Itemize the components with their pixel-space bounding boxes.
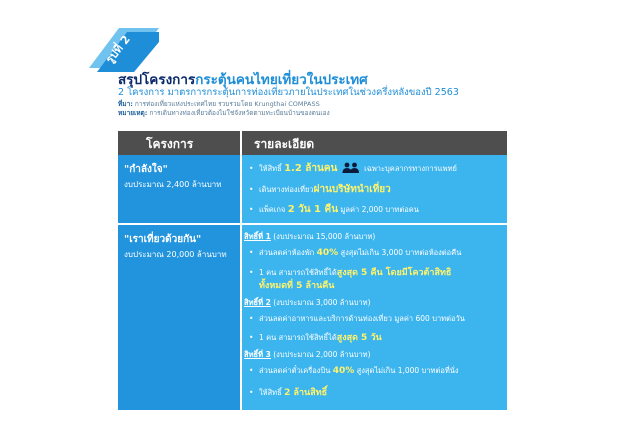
detail-line: • ส่วนลดค่าตั๋วเครื่องบิน 40% สูงสุดไม่เกิน 1,000 บาทต่อที่นั่ง — [249, 366, 459, 376]
remark-note — [118, 108, 330, 118]
table-header — [118, 131, 507, 155]
source-text: การท่องเที่ยวแห่งประเทศไทย รวบรวมโดย Krungthai COMPASS — [134, 100, 320, 108]
source-label: ที่มา: — [118, 100, 133, 108]
project-budget: งบประมาณ 20,000 ล้านบาท — [124, 250, 227, 259]
detail-line: • ให้สิทธิ์ 1.2 ล้านคน เฉพาะบุคลากรทางการแพทย์ — [249, 163, 457, 174]
detail-line-continued: ทั้งหมดที่ 5 ล้านคืน — [259, 281, 335, 291]
table-row — [118, 155, 507, 223]
project-name: "กำลังใจ" — [124, 164, 168, 175]
detail-line: • ส่วนลดค่าห้องพัก 40% สูงสุดไม่เกิน 3,000 บาทต่อห้องต่อคืน — [249, 248, 462, 258]
badge-label: รูปที่ 2 — [103, 32, 133, 66]
title-part-1: สรุปโครงการ — [118, 72, 196, 88]
people-icon — [342, 162, 360, 173]
right-heading: สิทธิ์ที่ 3 (งบประมาณ 2,000 ล้านบาท) — [244, 350, 371, 359]
title-part-2: กระตุ้นคนไทยเที่ยวในประเทศ — [195, 72, 368, 88]
header-details: รายละเอียด — [254, 137, 315, 151]
header-project: โครงการ — [146, 137, 194, 151]
detail-line: • 1 คน สามารถใช้สิทธิ์ได้สูงสุด 5 วัน — [249, 333, 382, 343]
details-cell — [242, 155, 507, 223]
detail-line: • ส่วนลดค่าอาหารและบริการด้านท่องเที่ยว มูลค่า 600 บาทต่อวัน — [249, 314, 465, 323]
project-name: "เราเที่ยวด้วยกัน" — [124, 234, 202, 245]
project-cell — [118, 225, 240, 410]
project-cell — [118, 155, 240, 223]
header-divider — [240, 131, 242, 155]
page-subtitle: 2 โครงการ มาตรการกระตุ้นการท่องเที่ยวภายในประเทศในช่วงครึ่งหลังของปี 2563 — [118, 87, 459, 98]
project-budget: งบประมาณ 2,400 ล้านบาท — [124, 180, 222, 189]
remark-text: การเดินทางท่องเที่ยวต้องไม่ใช่จังหวัดตามทะเบียนบ้านของตนเอง — [149, 109, 330, 117]
figure-badge — [89, 28, 159, 72]
table-row — [118, 225, 507, 410]
summary-table — [118, 131, 507, 410]
detail-line: • 1 คน สามารถใช้สิทธิ์ได้สูงสุด 5 คืน โดยมีโควต้าสิทธิ — [249, 268, 452, 278]
detail-line: • แพ็คเกจ 2 วัน 1 คืน มูลค่า 2,000 บาทต่อคน — [249, 204, 419, 215]
detail-line: • เดินทางท่องเที่ยวผ่านบริษัทนำเที่ยว — [249, 184, 391, 195]
detail-line: • ให้สิทธิ์ 2 ล้านสิทธิ์ — [249, 388, 328, 398]
right-heading: สิทธิ์ที่ 1 (งบประมาณ 15,000 ล้านบาท) — [244, 232, 376, 241]
remark-label: หมายเหตุ: — [118, 109, 148, 117]
details-cell — [242, 225, 507, 410]
right-heading: สิทธิ์ที่ 2 (งบประมาณ 3,000 ล้านบาท) — [244, 298, 371, 307]
